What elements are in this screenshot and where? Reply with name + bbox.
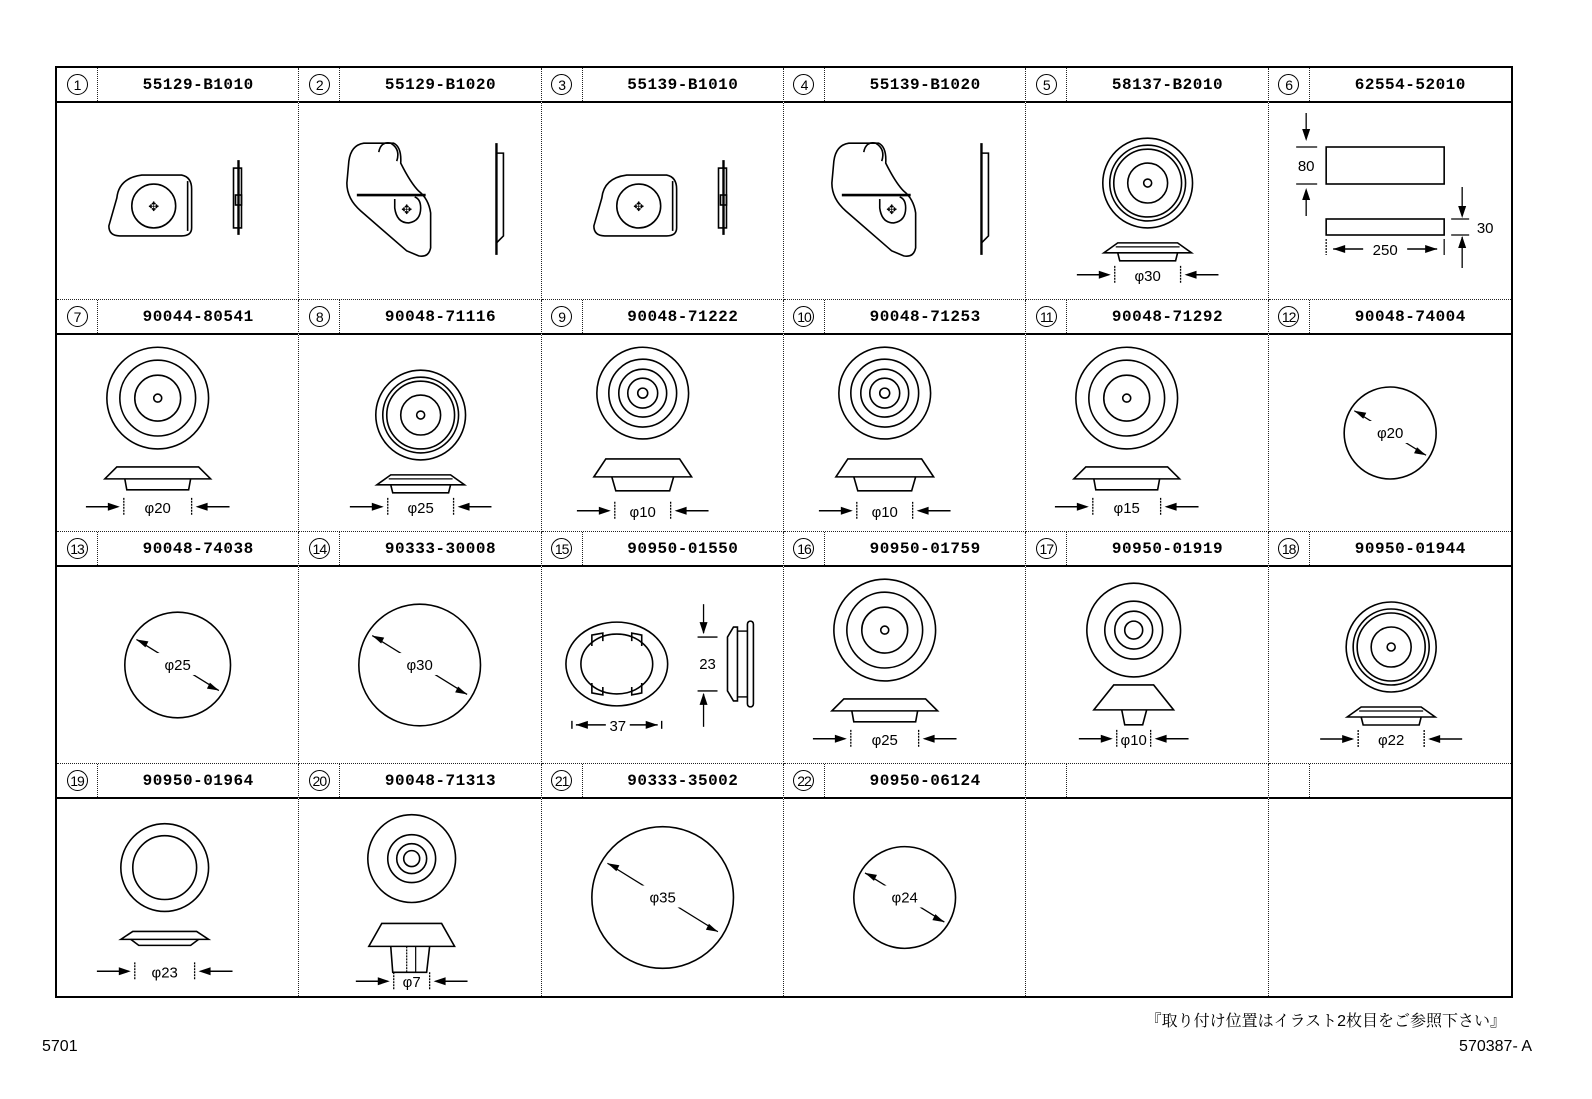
document-id: 570387- A <box>1459 1038 1532 1055</box>
item-number <box>299 532 340 565</box>
item-number <box>57 300 98 333</box>
part-drawing-hole-plug-cone <box>1026 567 1267 763</box>
item-number-circle: 9 <box>551 306 572 327</box>
part-number: 90950-01919 <box>1111 539 1224 558</box>
part-illustration <box>1026 567 1267 763</box>
part-header <box>57 300 298 335</box>
item-number-circle: 18 <box>1278 538 1299 559</box>
part-header <box>784 532 1025 567</box>
part-drawing-oval-grommet <box>542 567 783 763</box>
item-number <box>784 68 825 101</box>
part-drawing-push-clip <box>299 799 540 996</box>
svg-text:✥: ✥ <box>632 198 644 214</box>
item-number <box>1269 532 1310 565</box>
part-header <box>299 68 540 103</box>
part-number: 58137-B2010 <box>1111 75 1224 94</box>
part-header <box>542 68 783 103</box>
part-illustration <box>299 103 540 299</box>
empty-cell <box>1026 764 1268 996</box>
installation-note: 『取り付け位置はイラスト2枚目をご参照下さい』 <box>1145 1013 1506 1030</box>
item-number-circle: 2 <box>309 74 330 95</box>
dimension-label: φ25 <box>164 656 191 674</box>
item-number-circle: 11 <box>1036 306 1057 327</box>
dimension-label: φ20 <box>1376 425 1404 442</box>
part-illustration <box>1026 335 1267 531</box>
dimension-label: φ35 <box>649 889 676 907</box>
part-drawing-empty <box>1026 799 1267 996</box>
part-cell-12 <box>1269 300 1511 532</box>
part-header <box>1269 68 1511 103</box>
part-cell-16 <box>784 532 1026 764</box>
dimension-label: 250 <box>1372 242 1398 259</box>
item-number-circle: 14 <box>309 538 330 559</box>
part-drawing-trim-cover-angled <box>299 103 540 299</box>
part-header <box>784 764 1025 799</box>
part-number: 90044-80541 <box>142 307 254 326</box>
item-number <box>784 300 825 333</box>
item-number <box>57 532 98 565</box>
part-illustration <box>1269 335 1511 531</box>
part-illustration <box>784 799 1025 996</box>
part-drawing-hole-plug-stepped <box>299 335 540 531</box>
dimension-label: φ23 <box>151 964 178 982</box>
part-header <box>1026 68 1267 103</box>
item-number <box>784 764 825 797</box>
item-number-circle: 8 <box>309 306 330 327</box>
part-illustration <box>784 103 1025 299</box>
part-drawing-seal-disc <box>784 799 1025 996</box>
part-illustration <box>57 799 298 996</box>
part-illustration <box>542 567 783 763</box>
part-cell-2 <box>299 68 541 300</box>
part-drawing-hole-plug-stepped <box>1026 103 1267 299</box>
part-cell-14 <box>299 532 541 764</box>
part-cell-4 <box>784 68 1026 300</box>
dimension-label: φ30 <box>406 656 434 674</box>
part-header <box>542 532 783 567</box>
svg-text:✥: ✥ <box>401 201 413 217</box>
part-cell-1 <box>57 68 299 300</box>
dimension-label: φ10 <box>1120 731 1148 749</box>
part-cell-7 <box>57 300 299 532</box>
part-number: 90048-71292 <box>1111 307 1224 326</box>
part-drawing-ring-plug <box>57 799 298 996</box>
item-number <box>1026 532 1067 565</box>
part-number: 90950-01964 <box>142 771 254 790</box>
part-cell-20 <box>299 764 541 996</box>
item-number-circle: 7 <box>67 306 88 327</box>
item-number-circle: 3 <box>551 74 572 95</box>
item-number <box>299 300 340 333</box>
part-number: 90950-01759 <box>869 539 981 558</box>
item-number-circle: 20 <box>309 770 330 791</box>
item-number-circle: 17 <box>1036 538 1057 559</box>
part-header <box>1269 532 1511 567</box>
empty-cell <box>1269 764 1511 996</box>
item-number-circle: 10 <box>793 306 814 327</box>
part-illustration <box>542 799 783 996</box>
part-number: 90048-71116 <box>384 307 497 326</box>
part-drawing-seal-disc <box>299 567 540 763</box>
part-header <box>784 300 1025 335</box>
part-cell-8 <box>299 300 541 532</box>
part-header <box>299 764 540 799</box>
part-number: 90950-06124 <box>869 771 981 790</box>
dimension-label: 23 <box>698 655 716 673</box>
item-number-circle: 12 <box>1278 306 1299 327</box>
item-number <box>1026 68 1067 101</box>
part-drawing-seal-disc <box>542 799 783 996</box>
part-drawing-hole-plug-flat <box>1026 335 1267 531</box>
part-drawing-trim-cover-square <box>542 103 783 299</box>
part-cell-5 <box>1026 68 1268 300</box>
part-number: 55129-B1010 <box>142 75 254 94</box>
part-number: 90048-74004 <box>1354 307 1466 326</box>
part-illustration <box>542 103 783 299</box>
part-drawing-trim-cover-angled <box>784 103 1025 299</box>
part-illustration <box>1026 799 1267 996</box>
part-illustration <box>57 335 298 531</box>
part-cell-18 <box>1269 532 1511 764</box>
part-illustration <box>1269 103 1511 299</box>
part-drawing-seal-disc <box>57 567 298 763</box>
part-number: 62554-52010 <box>1354 75 1466 94</box>
item-number <box>57 68 98 101</box>
item-number-circle: 6 <box>1278 74 1299 95</box>
part-illustration <box>299 799 540 996</box>
item-number <box>1269 300 1310 333</box>
part-illustration <box>1026 103 1267 299</box>
part-illustration <box>1269 567 1511 763</box>
part-cell-6 <box>1269 68 1511 300</box>
item-number <box>1269 68 1310 101</box>
page-number: 5701 <box>42 1038 78 1055</box>
part-number: 90950-01944 <box>1354 539 1466 558</box>
dimension-label: 37 <box>609 717 626 735</box>
dimension-label: φ24 <box>891 889 918 907</box>
item-number <box>542 764 583 797</box>
svg-text:✥: ✥ <box>148 198 160 214</box>
part-header <box>299 300 540 335</box>
item-number-circle: 16 <box>793 538 814 559</box>
part-cell-3 <box>542 68 784 300</box>
item-number-circle: 1 <box>67 74 88 95</box>
part-illustration <box>299 335 540 531</box>
dimension-label: φ20 <box>144 499 171 517</box>
item-number <box>299 764 340 797</box>
part-cell-15 <box>542 532 784 764</box>
part-illustration <box>784 567 1025 763</box>
item-number <box>1026 764 1067 797</box>
part-number: 55139-B1020 <box>869 75 981 94</box>
part-header <box>1026 764 1267 799</box>
item-number <box>57 764 98 797</box>
part-header <box>784 68 1025 103</box>
dimension-label: φ10 <box>871 503 898 521</box>
item-number <box>1026 300 1067 333</box>
part-drawing-seal-disc <box>1269 335 1511 531</box>
part-number <box>1310 764 1511 797</box>
part-drawing-hole-plug-flat <box>784 567 1025 763</box>
dimension-label: φ25 <box>871 731 898 749</box>
parts-grid <box>55 66 1513 998</box>
part-header <box>1026 532 1267 567</box>
dimension-label: φ30 <box>1134 267 1162 285</box>
part-drawing-hole-plug-deep <box>542 335 783 531</box>
dimension-label: 30 <box>1476 220 1494 237</box>
item-number <box>542 300 583 333</box>
part-illustration <box>57 567 298 763</box>
dimension-label: φ15 <box>1113 499 1141 517</box>
part-number: 90048-74038 <box>142 539 254 558</box>
dimension-label: φ22 <box>1377 732 1405 749</box>
part-number: 90048-71222 <box>627 307 739 326</box>
item-number <box>542 68 583 101</box>
item-number-circle: 15 <box>551 538 572 559</box>
part-number: 90048-71313 <box>384 771 497 790</box>
part-illustration <box>299 567 540 763</box>
part-header <box>1269 300 1511 335</box>
part-header <box>1269 764 1511 799</box>
item-number-circle: 19 <box>67 770 88 791</box>
part-drawing-hole-plug-flat <box>57 335 298 531</box>
part-number: 55139-B1010 <box>627 75 739 94</box>
item-number <box>542 532 583 565</box>
dimension-label: 80 <box>1297 158 1315 175</box>
dimension-label: φ7 <box>403 974 422 992</box>
part-illustration <box>57 103 298 299</box>
part-number: 90048-71253 <box>869 307 981 326</box>
part-cell-21 <box>542 764 784 996</box>
part-header <box>57 532 298 567</box>
part-drawing-hole-plug-deep <box>784 335 1025 531</box>
part-cell-22 <box>784 764 1026 996</box>
item-number-circle: 13 <box>67 538 88 559</box>
item-number <box>1269 764 1310 797</box>
svg-text:✥: ✥ <box>886 201 898 217</box>
part-number: 90950-01550 <box>627 539 739 558</box>
part-cell-11 <box>1026 300 1268 532</box>
part-illustration <box>1269 799 1511 996</box>
item-number <box>784 532 825 565</box>
part-number: 90333-30008 <box>384 539 497 558</box>
part-illustration <box>542 335 783 531</box>
part-header <box>57 764 298 799</box>
part-cell-13 <box>57 532 299 764</box>
part-header <box>299 532 540 567</box>
part-drawing-tape-rect <box>1269 103 1511 299</box>
part-drawing-trim-cover-square <box>57 103 298 299</box>
part-header <box>542 764 783 799</box>
item-number-circle: 5 <box>1036 74 1057 95</box>
part-number: 55129-B1020 <box>384 75 497 94</box>
item-number-circle: 4 <box>793 74 814 95</box>
item-number <box>299 68 340 101</box>
part-illustration <box>784 335 1025 531</box>
dimension-label: φ10 <box>629 503 656 521</box>
item-number-circle: 22 <box>793 770 814 791</box>
part-number <box>1067 764 1267 797</box>
part-cell-17 <box>1026 532 1268 764</box>
part-number: 90333-35002 <box>627 771 739 790</box>
part-header <box>542 300 783 335</box>
part-header <box>57 68 298 103</box>
part-header <box>1026 300 1267 335</box>
item-number-circle: 21 <box>551 770 572 791</box>
part-cell-10 <box>784 300 1026 532</box>
part-cell-9 <box>542 300 784 532</box>
part-drawing-hole-plug-stepped <box>1269 567 1511 763</box>
part-cell-19 <box>57 764 299 996</box>
part-drawing-empty <box>1269 799 1511 996</box>
dimension-label: φ25 <box>407 499 435 517</box>
